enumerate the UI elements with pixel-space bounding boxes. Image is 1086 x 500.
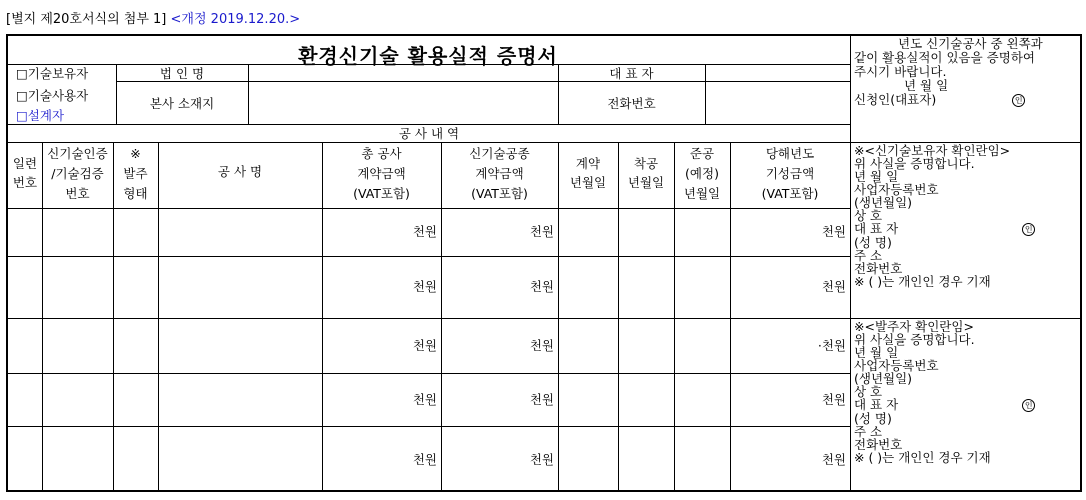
holder-confirm-block: ※<신기술보유자 확인란임> 위 사실을 증명합니다. 년 월 일 사업자등록번호 (생년월일) 상 호 대 표 자 인 (성 명) 주 소 전화번호 ※ ( )는 개인인 경우 기재: [854, 144, 1035, 288]
certificate-form: [6, 34, 1082, 492]
checkbox-holder[interactable]: □기술보유자: [16, 66, 89, 81]
checkbox-user[interactable]: □기술사용자: [16, 88, 89, 103]
row-2-total: 천원: [412, 279, 437, 294]
row-5-total: 천원: [412, 452, 437, 467]
row-4-total: 천원: [412, 392, 437, 407]
seal-icon: 인: [1022, 223, 1035, 236]
corp-name-label: 법 인 명: [159, 66, 205, 81]
row-5-tech: 천원: [529, 452, 554, 467]
col-project-name: 공 사 명: [217, 164, 263, 179]
col-contract-date: 계약 년월일: [569, 156, 607, 190]
col-serial: 일련 번호: [12, 156, 38, 190]
attachment-label: [별지 제20호서식의 첨부 1]: [6, 12, 167, 27]
seal-icon: 인: [1012, 94, 1025, 107]
applicant-signer: 신청인(대표자): [854, 92, 937, 107]
orderer-confirm-block: ※<발주자 확인란임> 위 사실을 증명합니다. 년 월 일 사업자등록번호 (생년월일) 상 호 대 표 자 인 (성 명) 주 소 전화번호 ※ ( )는 개인인 경우 기재: [854, 320, 1035, 464]
col-start-date: 착공 년월일: [627, 156, 665, 190]
col-cert-no: 신기술인증 /기술검증 번호: [47, 146, 108, 201]
row-1-year: 천원: [821, 224, 846, 239]
form-title: 환경신기술 활용실적 증명서: [298, 44, 558, 68]
applicant-block: 년도 신기술공사 중 왼쪽과 같이 활용실적이 있음을 증명하여 주시기 바랍니다. 년 월 일 신청인(대표자) 인: [854, 36, 1043, 107]
row-3-year: ·천원: [817, 338, 846, 353]
hq-address-label: 본사 소재지: [149, 96, 215, 111]
seal-icon: 인: [1022, 399, 1035, 412]
work-details-label: 공 사 내 역: [398, 126, 460, 141]
revision-date: <개정 2019.12.20.>: [170, 12, 301, 27]
col-year-amount: 당해년도 기성금액 (VAT포함): [761, 146, 819, 201]
col-completion-date: 준공 (예정) 년월일: [683, 146, 721, 201]
row-3-tech: 천원: [529, 338, 554, 353]
col-tech-amount: 신기술공종 계약금액 (VAT포함): [469, 146, 530, 201]
row-1-tech: 천원: [529, 224, 554, 239]
row-5-year: 천원: [821, 452, 846, 467]
representative-label: 대 표 자: [609, 66, 654, 81]
checkbox-designer[interactable]: □설계자: [16, 108, 65, 123]
row-4-year: 천원: [821, 392, 846, 407]
form-header: [6, 8, 300, 27]
phone-label: 전화번호: [607, 96, 656, 111]
row-4-tech: 천원: [529, 392, 554, 407]
row-2-year: 천원: [821, 279, 846, 294]
row-1-total: 천원: [412, 224, 437, 239]
row-2-tech: 천원: [529, 279, 554, 294]
col-total-amount: 총 공사 계약금액 (VAT포함): [353, 146, 410, 201]
col-order-type: ※ 발주 형태: [123, 146, 148, 201]
row-3-total: 천원: [412, 338, 437, 353]
